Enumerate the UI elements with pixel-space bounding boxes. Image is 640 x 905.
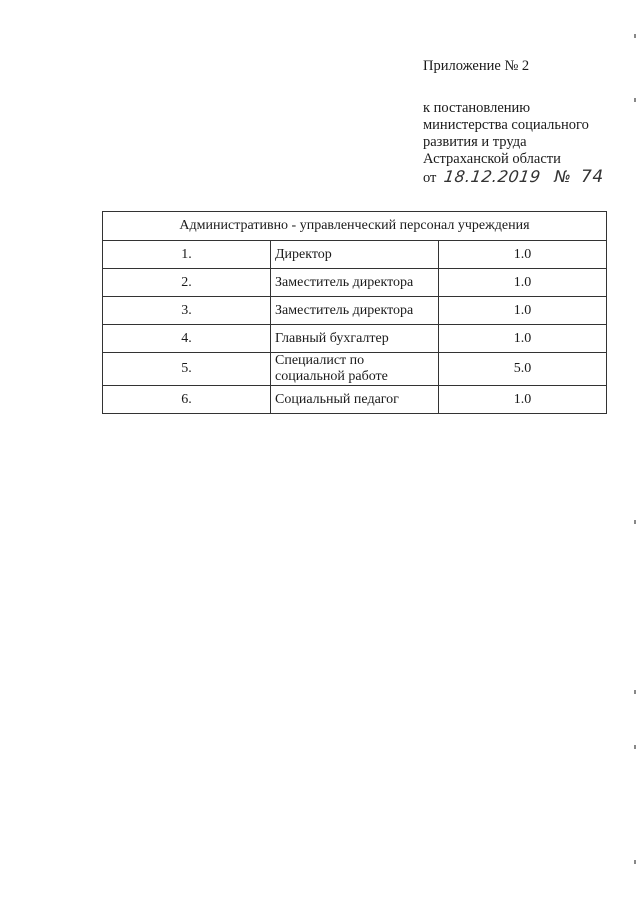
table-header: Административно - управленческий персонал учреждения <box>103 212 607 241</box>
row-number: 6. <box>103 386 271 414</box>
decree-reference <box>423 100 604 168</box>
decree-line: развития и труда <box>423 134 527 150</box>
row-number: 4. <box>103 325 271 353</box>
decree-date-line <box>423 168 604 187</box>
table-row <box>103 241 607 269</box>
row-number: 3. <box>103 297 271 325</box>
staff-units: 1.0 <box>439 241 607 269</box>
appendix-title: Приложение № 2 <box>423 58 530 74</box>
position-name: Заместитель директора <box>271 297 439 325</box>
decree-line: к постановлению <box>423 100 531 116</box>
date-prefix: от <box>423 170 437 186</box>
handwritten-date: 18.12.2019 <box>442 167 542 186</box>
scan-artifact <box>634 860 636 864</box>
handwritten-number: 74 <box>581 167 604 187</box>
staff-units: 1.0 <box>439 325 607 353</box>
table-row <box>103 386 607 414</box>
table-header-row <box>103 212 607 241</box>
appendix-header <box>423 58 604 187</box>
scan-artifact <box>634 98 636 102</box>
table-row <box>103 325 607 353</box>
staff-units: 5.0 <box>439 353 607 386</box>
row-number: 5. <box>103 353 271 386</box>
number-label: № <box>554 167 572 186</box>
row-number: 2. <box>103 269 271 297</box>
staff-units: 1.0 <box>439 386 607 414</box>
position-name: Социальный педагог <box>271 386 439 414</box>
scan-artifact <box>634 520 636 524</box>
scan-artifact <box>634 745 636 749</box>
table-row <box>103 269 607 297</box>
scan-artifact <box>634 34 636 38</box>
staff-units: 1.0 <box>439 297 607 325</box>
position-name: Директор <box>271 241 439 269</box>
decree-line: Астраханской области <box>423 151 561 167</box>
staff-units: 1.0 <box>439 269 607 297</box>
position-name: Специалист по социальной работе <box>271 353 439 386</box>
decree-line: министерства социального <box>423 117 589 133</box>
position-name: Главный бухгалтер <box>271 325 439 353</box>
table-row <box>103 297 607 325</box>
scan-artifact <box>634 690 636 694</box>
position-name: Заместитель директора <box>271 269 439 297</box>
row-number: 1. <box>103 241 271 269</box>
staff-table <box>102 211 607 414</box>
table-row <box>103 353 607 386</box>
